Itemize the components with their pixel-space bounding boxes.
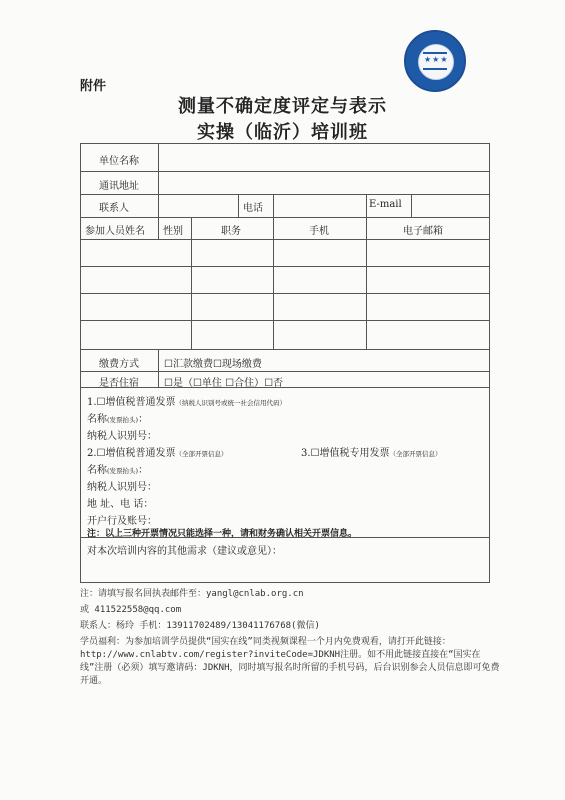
row-divider xyxy=(81,217,489,218)
col-divider xyxy=(411,194,412,217)
row-divider xyxy=(81,320,489,321)
invoice-option-2-note: （全部开票信息） xyxy=(175,450,228,458)
page-subtitle: 实操（临沂）培训班 xyxy=(197,122,368,143)
notes-qq-line: 或 411522558@qq.com xyxy=(80,605,182,615)
email-label: E-mail xyxy=(369,199,402,210)
invoice-option-3[interactable] xyxy=(301,444,442,459)
col-divider xyxy=(273,194,274,217)
contact-label: 联系人 xyxy=(99,203,129,214)
page-title: 测量不确定度评定与表示 xyxy=(178,96,387,117)
row-divider xyxy=(81,293,489,294)
row-divider xyxy=(81,171,489,172)
row-divider xyxy=(81,349,489,350)
invoice-name-note-2: (发票抬头) xyxy=(107,467,139,475)
notes-benefit-paragraph: 学员福利：为参加培训学员提供“国实在线”同类视频课程一个月内免费观看，请打开此链接：http://www.cnlabtv.com/register?inviteCode=JDKNH注册。如不用此链接直接在“国实在线”注册（必须）填写邀请码：JDKNH，同时填写报名时所留的手机号码，后台识别参会人员信息即可免费开通。 xyxy=(80,637,500,686)
invoice-option-1-note: （纳税人识别号或统一社会信用代码） xyxy=(175,399,287,407)
payment-options[interactable]: ☐汇款缴费☐现场缴费 xyxy=(164,359,262,370)
seal-stripe xyxy=(423,68,447,70)
row-divider xyxy=(81,239,489,240)
contact-notes xyxy=(80,588,500,691)
col-divider xyxy=(158,349,159,387)
row-divider xyxy=(81,371,489,372)
col-divider xyxy=(366,194,367,217)
notes-email-line: 注：请填写报名回执表邮件至：yangl@cnlab.org.cn xyxy=(80,589,304,599)
invoice-name-field xyxy=(87,410,148,425)
invoice-option-3-label: 3.☐增值税专用发票 xyxy=(301,448,390,459)
col-divider xyxy=(158,144,159,239)
invoice-name-label-2: 名称 xyxy=(87,465,107,476)
invoice-name-colon: ： xyxy=(138,414,149,425)
attachment-label: 附件 xyxy=(80,79,107,94)
lodging-options[interactable]: ☐是（☐单住 ☐合住）☐否 xyxy=(164,378,284,389)
address-phone-label: 地 址、电 话： xyxy=(87,499,154,510)
invoice-option-1-label: 1.☐增值税普通发票 xyxy=(87,397,176,408)
unit-name-label: 单位名称 xyxy=(99,156,139,167)
col-divider xyxy=(191,217,192,349)
header-email: 电子邮箱 xyxy=(403,226,443,237)
header-gender: 性别 xyxy=(163,226,183,237)
row-divider xyxy=(81,266,489,267)
invoice-option-2[interactable] xyxy=(87,444,228,459)
row-divider xyxy=(81,194,489,195)
invoice-option-3-note: （全部开票信息） xyxy=(389,450,442,458)
header-name: 参加人员姓名 xyxy=(85,226,145,237)
header-position: 职务 xyxy=(221,226,241,237)
invoice-option-1[interactable] xyxy=(87,393,286,408)
row-divider xyxy=(81,387,489,388)
invoice-name-field-2 xyxy=(87,461,148,476)
taxpayer-id-label-2: 纳税人识别号： xyxy=(87,482,157,493)
header-mobile: 手机 xyxy=(309,226,329,237)
other-needs-label: 对本次培训内容的其他需求（建议或意见）： xyxy=(87,546,282,557)
bank-account-label: 开户行及账号： xyxy=(87,516,157,527)
invoice-name-note: (发票抬头) xyxy=(107,416,139,424)
seal-stripe xyxy=(423,52,447,54)
invoice-note: 注：以上三种开票情况只能选择一种，请和财务确认相关开票信息。 xyxy=(87,529,358,539)
notes-contact-line: 联系人：杨玲 手机：13911702489/13041176768(微信) xyxy=(80,621,320,631)
taxpayer-id-label: 纳税人识别号： xyxy=(87,431,157,442)
col-divider xyxy=(238,194,239,217)
organization-seal-logo xyxy=(404,30,466,92)
payment-label: 缴费方式 xyxy=(99,359,139,370)
registration-form xyxy=(80,143,490,583)
col-divider xyxy=(366,217,367,349)
invoice-name-colon-2: ： xyxy=(138,465,149,476)
invoice-option-2-label: 2.☐增值税普通发票 xyxy=(87,448,176,459)
seal-stars-icon: ★★★ xyxy=(424,55,449,64)
address-label: 通讯地址 xyxy=(99,181,139,192)
lodging-label: 是否住宿 xyxy=(99,378,139,389)
col-divider xyxy=(273,217,274,349)
invoice-name-label: 名称 xyxy=(87,414,107,425)
phone-label: 电话 xyxy=(243,203,263,214)
